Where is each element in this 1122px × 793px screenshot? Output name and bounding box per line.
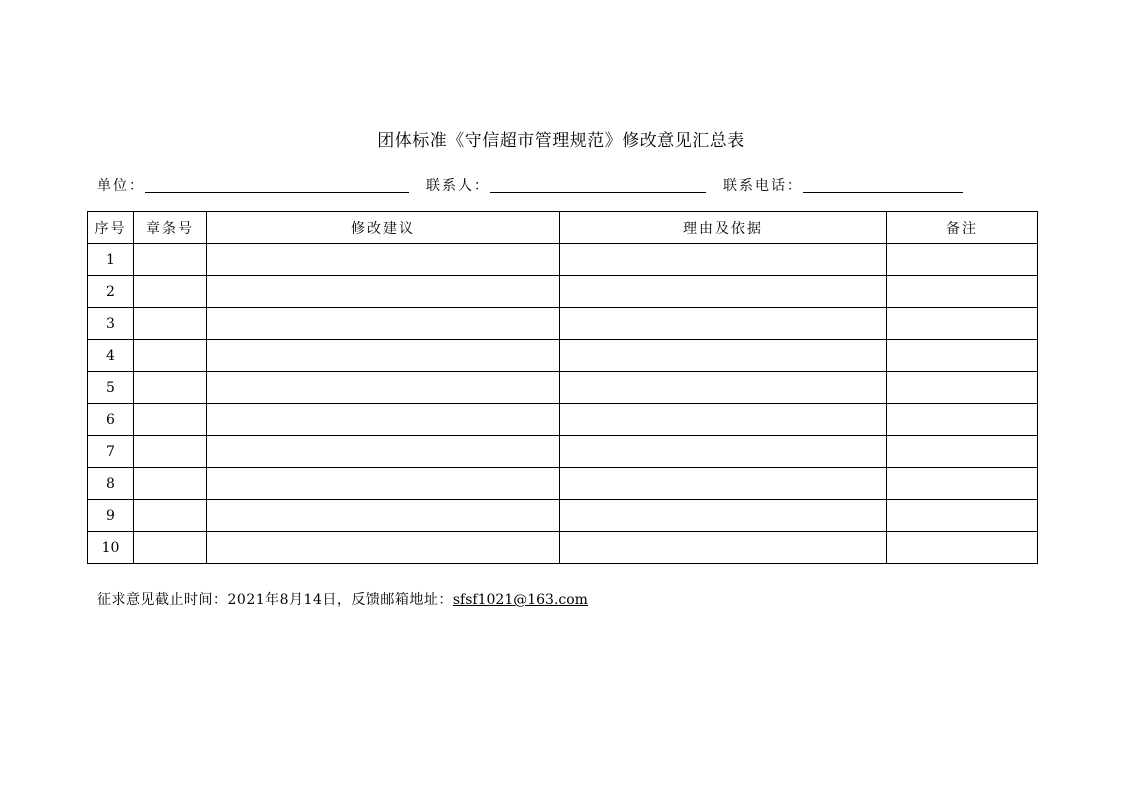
remarks-cell[interactable]	[887, 532, 1038, 564]
table-row	[88, 500, 1038, 532]
row-serial-cell: 7	[88, 436, 134, 468]
footer-deadline-text: 征求意见截止时间：2021年8月14日，反馈邮箱地址：	[97, 592, 453, 608]
reason-cell[interactable]	[560, 468, 887, 500]
contact-field-line[interactable]	[490, 192, 706, 193]
unit-label: 单位：	[97, 178, 145, 194]
contact-label: 联系人：	[426, 178, 490, 194]
table-header-row	[88, 212, 1038, 244]
phone-field-line[interactable]	[803, 192, 963, 193]
clause-cell[interactable]	[134, 436, 207, 468]
reason-cell[interactable]	[560, 404, 887, 436]
row-serial-cell: 3	[88, 308, 134, 340]
table-row	[88, 308, 1038, 340]
remarks-cell[interactable]	[887, 244, 1038, 276]
table-row	[88, 468, 1038, 500]
unit-field-line[interactable]	[145, 192, 409, 193]
table-row	[88, 244, 1038, 276]
clause-cell[interactable]	[134, 500, 207, 532]
clause-cell[interactable]	[134, 404, 207, 436]
header-serial-number: 序号	[88, 212, 134, 244]
table-row	[88, 372, 1038, 404]
suggestion-cell[interactable]	[207, 340, 560, 372]
row-serial-cell: 1	[88, 244, 134, 276]
clause-cell[interactable]	[134, 468, 207, 500]
row-serial-cell: 8	[88, 468, 134, 500]
header-suggestion: 修改建议	[207, 212, 560, 244]
reason-cell[interactable]	[560, 308, 887, 340]
table-row	[88, 340, 1038, 372]
reason-cell[interactable]	[560, 340, 887, 372]
remarks-cell[interactable]	[887, 404, 1038, 436]
remarks-cell[interactable]	[887, 500, 1038, 532]
header-clause-number: 章条号	[134, 212, 207, 244]
reason-cell[interactable]	[560, 276, 887, 308]
reason-cell[interactable]	[560, 532, 887, 564]
suggestion-cell[interactable]	[207, 308, 560, 340]
clause-cell[interactable]	[134, 532, 207, 564]
phone-label: 联系电话：	[723, 178, 803, 194]
document-title: 团体标准《守信超市管理规范》修改意见汇总表	[377, 131, 745, 151]
suggestion-cell[interactable]	[207, 436, 560, 468]
table-row	[88, 532, 1038, 564]
opinions-table	[87, 211, 1038, 564]
suggestion-cell[interactable]	[207, 532, 560, 564]
clause-cell[interactable]	[134, 244, 207, 276]
row-serial-cell: 4	[88, 340, 134, 372]
table-row	[88, 436, 1038, 468]
remarks-cell[interactable]	[887, 276, 1038, 308]
clause-cell[interactable]	[134, 340, 207, 372]
row-serial-cell: 6	[88, 404, 134, 436]
header-remarks: 备注	[887, 212, 1038, 244]
remarks-cell[interactable]	[887, 340, 1038, 372]
table-row	[88, 404, 1038, 436]
suggestion-cell[interactable]	[207, 276, 560, 308]
row-serial-cell: 9	[88, 500, 134, 532]
remarks-cell[interactable]	[887, 436, 1038, 468]
suggestion-cell[interactable]	[207, 404, 560, 436]
clause-cell[interactable]	[134, 308, 207, 340]
feedback-email-link[interactable]: sfsf1021@163.com	[452, 592, 588, 608]
footer-note	[97, 589, 588, 609]
suggestion-cell[interactable]	[207, 468, 560, 500]
suggestion-cell[interactable]	[207, 372, 560, 404]
remarks-cell[interactable]	[887, 372, 1038, 404]
reason-cell[interactable]	[560, 500, 887, 532]
clause-cell[interactable]	[134, 276, 207, 308]
row-serial-cell: 2	[88, 276, 134, 308]
reason-cell[interactable]	[560, 436, 887, 468]
suggestion-cell[interactable]	[207, 500, 560, 532]
clause-cell[interactable]	[134, 372, 207, 404]
header-reason: 理由及依据	[560, 212, 887, 244]
table-row	[88, 276, 1038, 308]
table-body	[88, 244, 1038, 564]
reason-cell[interactable]	[560, 372, 887, 404]
row-serial-cell: 5	[88, 372, 134, 404]
row-serial-cell: 10	[88, 532, 134, 564]
remarks-cell[interactable]	[887, 468, 1038, 500]
remarks-cell[interactable]	[887, 308, 1038, 340]
suggestion-cell[interactable]	[207, 244, 560, 276]
reason-cell[interactable]	[560, 244, 887, 276]
